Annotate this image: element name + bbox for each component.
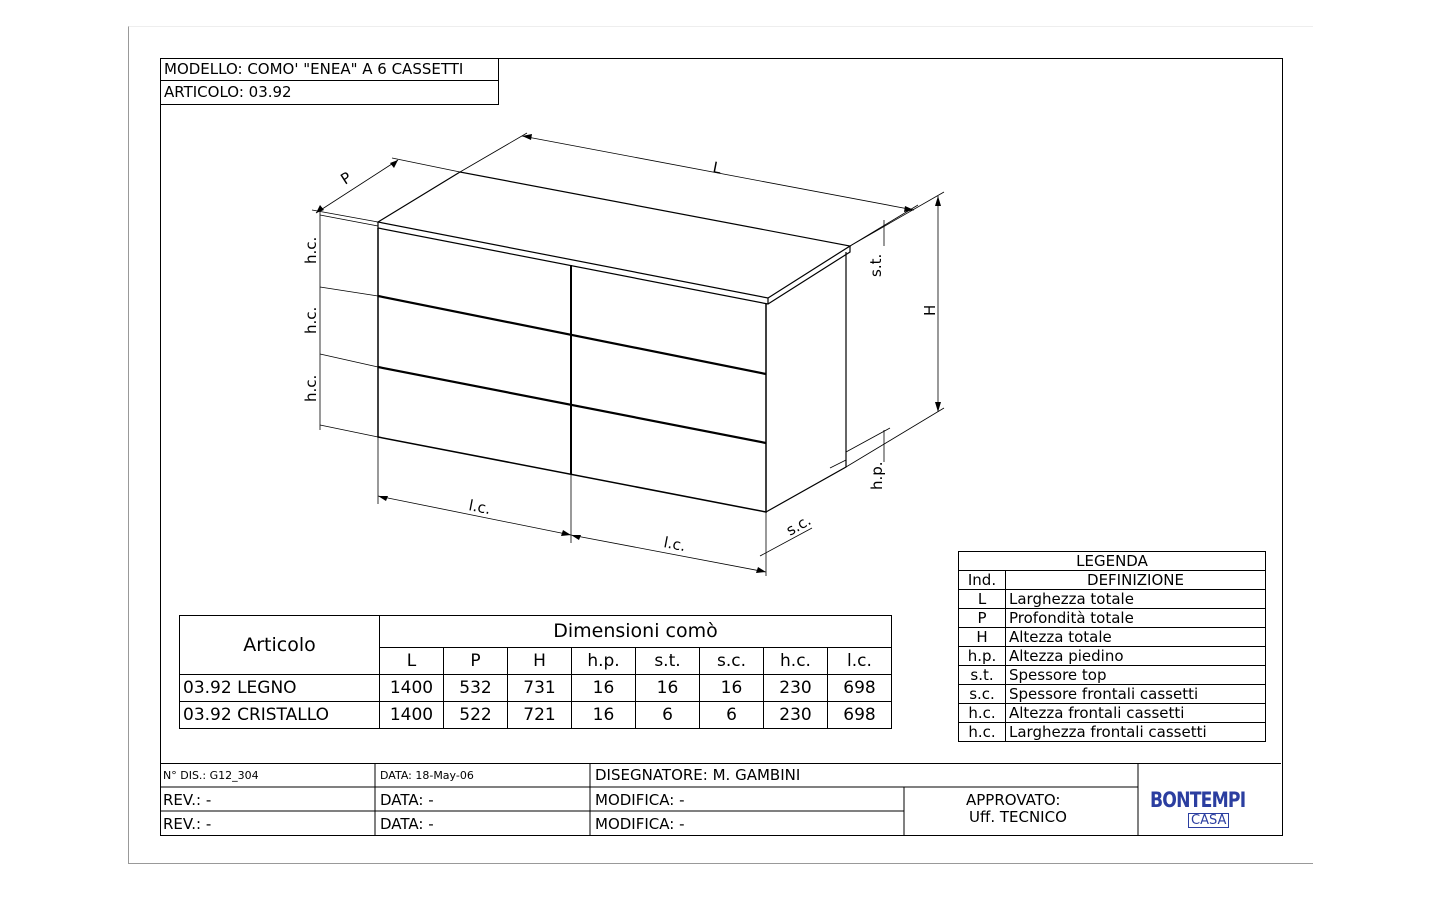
col-header: l.c. xyxy=(828,647,892,674)
legend-table xyxy=(958,551,1266,742)
label-lc-2: l.c. xyxy=(662,533,688,556)
model-name: MODELLO: COMO' "ENEA" A 6 CASSETTI xyxy=(160,58,498,81)
legend-row xyxy=(959,704,1266,723)
label-hc-3: h.c. xyxy=(302,374,320,402)
articolo-header: Articolo xyxy=(180,616,380,675)
cell: 6 xyxy=(636,702,700,729)
legend-ind: P xyxy=(959,609,1006,628)
logo-sub-text: CASA xyxy=(1188,813,1229,828)
legend-row xyxy=(959,723,1266,742)
legend-row xyxy=(959,609,1266,628)
top-edge xyxy=(378,222,850,304)
label-hp: h.p. xyxy=(868,461,886,490)
cell: 731 xyxy=(508,675,572,702)
article-code: ARTICOLO: 03.92 xyxy=(164,83,292,101)
cell: 6 xyxy=(700,702,764,729)
legend-row xyxy=(959,647,1266,666)
legend-ind: s.t. xyxy=(959,666,1006,685)
bontempi-logo xyxy=(1150,780,1275,828)
col-header: s.t. xyxy=(636,647,700,674)
rev-2: REV.: - xyxy=(163,815,212,833)
legend-def: Altezza totale xyxy=(1006,628,1266,647)
logo-brand-text: BONTEMPI xyxy=(1150,788,1246,812)
row-name: 03.92 LEGNO xyxy=(180,675,380,702)
label-L: L xyxy=(711,158,723,178)
cell: 698 xyxy=(828,675,892,702)
legend-col-ind: Ind. xyxy=(959,571,1006,590)
drawing-date: DATA: 18-May-06 xyxy=(380,769,474,782)
legend-ind: s.c. xyxy=(959,685,1006,704)
label-H: H xyxy=(921,304,939,316)
col-header: P xyxy=(444,647,508,674)
cell: 230 xyxy=(764,702,828,729)
dimensioni-header: Dimensioni comò xyxy=(380,616,892,648)
rev-1: REV.: - xyxy=(163,791,212,809)
legend-def: Profondità totale xyxy=(1006,609,1266,628)
cell: 522 xyxy=(444,702,508,729)
approved-by: Uff. TECNICO xyxy=(969,808,1067,826)
cell: 698 xyxy=(828,702,892,729)
label-hc-2: h.c. xyxy=(302,306,320,334)
drawing-number: N° DIS.: G12_304 xyxy=(163,769,259,782)
col-header: h.c. xyxy=(764,647,828,674)
table-row xyxy=(180,675,892,702)
designer: DISEGNATORE: M. GAMBINI xyxy=(595,766,801,784)
legend-row xyxy=(959,628,1266,647)
legend-ind: h.p. xyxy=(959,647,1006,666)
cell: 721 xyxy=(508,702,572,729)
legend-ind: H xyxy=(959,628,1006,647)
data-2: DATA: - xyxy=(380,815,434,833)
table-row xyxy=(180,702,892,729)
legend-def: Altezza piedino xyxy=(1006,647,1266,666)
legend-def: Spessore top xyxy=(1006,666,1266,685)
col-header: H xyxy=(508,647,572,674)
row-name: 03.92 CRISTALLO xyxy=(180,702,380,729)
legend-ind: h.c. xyxy=(959,723,1006,742)
modifica-2: MODIFICA: - xyxy=(595,815,685,833)
legend-ind: L xyxy=(959,590,1006,609)
legend-title: LEGENDA xyxy=(959,552,1266,571)
legend-row xyxy=(959,590,1266,609)
legend-row xyxy=(959,666,1266,685)
cell: 532 xyxy=(444,675,508,702)
cell: 16 xyxy=(636,675,700,702)
approved-label: APPROVATO: xyxy=(966,791,1061,809)
legend-ind: h.c. xyxy=(959,704,1006,723)
label-hc-1: h.c. xyxy=(302,236,320,264)
top-surface xyxy=(378,172,850,298)
legend-def: Larghezza frontali cassetti xyxy=(1006,723,1266,742)
cell: 16 xyxy=(700,675,764,702)
legend-def: Larghezza totale xyxy=(1006,590,1266,609)
cell: 1400 xyxy=(380,675,444,702)
label-lc-1: l.c. xyxy=(467,496,493,519)
dimensions-table xyxy=(179,615,892,729)
modifica-1: MODIFICA: - xyxy=(595,791,685,809)
legend-row xyxy=(959,685,1266,704)
label-sc: s.c. xyxy=(783,511,815,540)
legend-def: Spessore frontali cassetti xyxy=(1006,685,1266,704)
col-header: s.c. xyxy=(700,647,764,674)
cell: 16 xyxy=(572,702,636,729)
col-header: h.p. xyxy=(572,647,636,674)
label-P: P xyxy=(337,168,355,189)
cell: 16 xyxy=(572,675,636,702)
cell: 1400 xyxy=(380,702,444,729)
legend-def: Altezza frontali cassetti xyxy=(1006,704,1266,723)
data-1: DATA: - xyxy=(380,791,434,809)
col-header: L xyxy=(380,647,444,674)
label-st: s.t. xyxy=(867,253,885,277)
title-block xyxy=(160,763,1281,835)
legend-col-def: DEFINIZIONE xyxy=(1006,571,1266,590)
cell: 230 xyxy=(764,675,828,702)
